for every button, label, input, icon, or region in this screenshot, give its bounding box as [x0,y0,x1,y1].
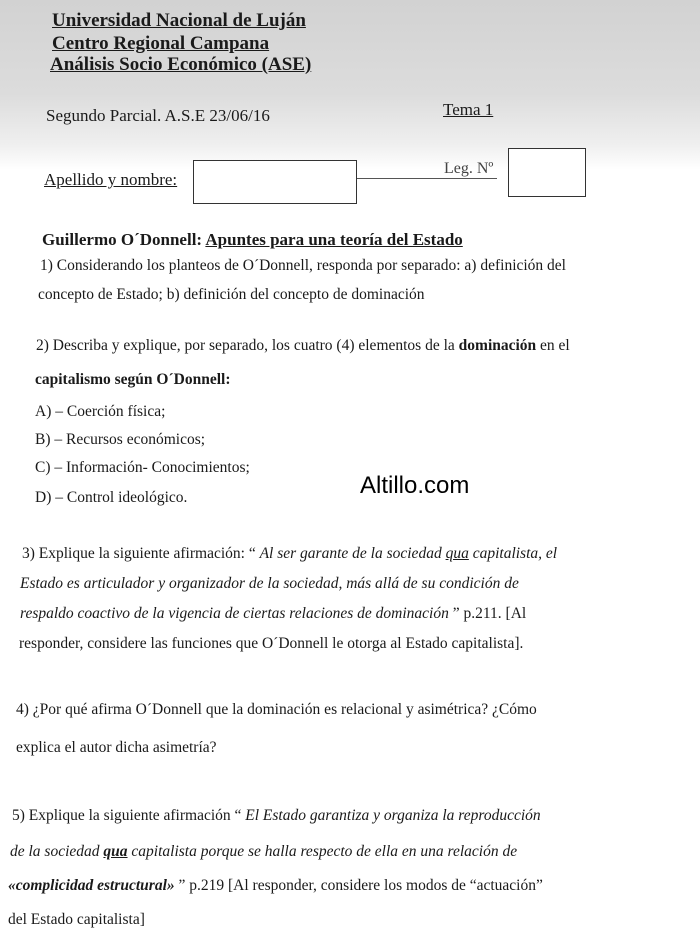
q4-line2: explica el autor dicha asimetría? [16,739,217,756]
exam-title: Segundo Parcial. A.S.E 23/06/16 [46,106,270,125]
q5-quote-cont2: capitalista porque se halla respecto de ella en una relación de [131,843,518,860]
q3-line3 [20,604,526,624]
watermark: Altillo.com [360,472,470,499]
university-name: Universidad Nacional de Luján [52,10,306,31]
q3-quote-cont: capitalista, el [472,545,558,562]
exam-theme: Tema 1 [443,100,494,119]
q2-item-d: D) – Control ideológico. [35,489,188,506]
q3-line1 [22,544,557,564]
topic-author: Guillermo O´Donnell: [42,230,203,249]
q2-item-b: B) – Recursos económicos; [35,431,206,448]
q3-page-ref: ” p.211. [Al [452,605,527,622]
q5-quote-start: El Estado garantiza y organiza la reproducción [245,807,541,824]
q3-line4: responder, considere las funciones que O´Donnell le otorga al Estado capitalista]. [19,635,524,652]
q5-page-ref: ” p.219 [Al responder, considere los modos de “actuación” [178,877,543,894]
q5-line1 [12,806,541,826]
legajo-label: Leg. Nº [444,160,494,177]
q5-line1-text: 5) Explique la siguiente afirmación “ [12,807,242,824]
q5-quote-cont: de la sociedad [10,843,100,860]
q3-qua: qua [445,545,469,562]
q5-line2 [10,842,517,862]
q2-line1-end: en el [540,337,570,354]
q5-quote-end: «complicidad estructural» [8,877,175,894]
q3-quote-end: respaldo coactivo de la vigencia de ciertas relaciones de dominación [20,605,449,622]
q2-line1 [36,336,570,356]
q5-line4: del Estado capitalista] [8,911,145,928]
name-underline [357,178,497,179]
q3-line2: Estado es articulador y organizador de la sociedad, más allá de su condición de [20,575,519,592]
center-name: Centro Regional Campana [52,33,270,54]
course-name: Análisis Socio Económico (ASE) [50,54,312,75]
q2-item-c: C) – Información- Conocimientos; [35,459,250,476]
q1-line2: concepto de Estado; b) definición del concepto de dominación [38,286,425,303]
q2-line1-text: 2) Describa y explique, por separado, los cuatro (4) elementos de la [36,337,455,354]
q1-line1: 1) Considerando los planteos de O´Donnell, responda por separado: a) definición del [40,257,566,274]
q5-line3 [8,876,543,896]
q3-line1-text: 3) Explique la siguiente afirmación: “ [22,545,256,562]
name-label: Apellido y nombre: [44,170,178,189]
q2-line1-bold: dominación [458,337,537,354]
topic-work: Apuntes para una teoría del Estado [205,230,463,249]
q4-line1: 4) ¿Por qué afirma O´Donnell que la dominación es relacional y asimétrica? ¿Cómo [16,701,537,718]
q5-qua: qua [103,843,128,860]
legajo-field[interactable] [508,148,586,197]
name-field[interactable] [193,160,357,204]
q3-quote-start: Al ser garante de la sociedad [259,545,442,562]
topic-title [42,230,463,250]
q2-line2: capitalismo según O´Donnell: [35,371,231,388]
q2-item-a: A) – Coerción física; [35,403,166,420]
